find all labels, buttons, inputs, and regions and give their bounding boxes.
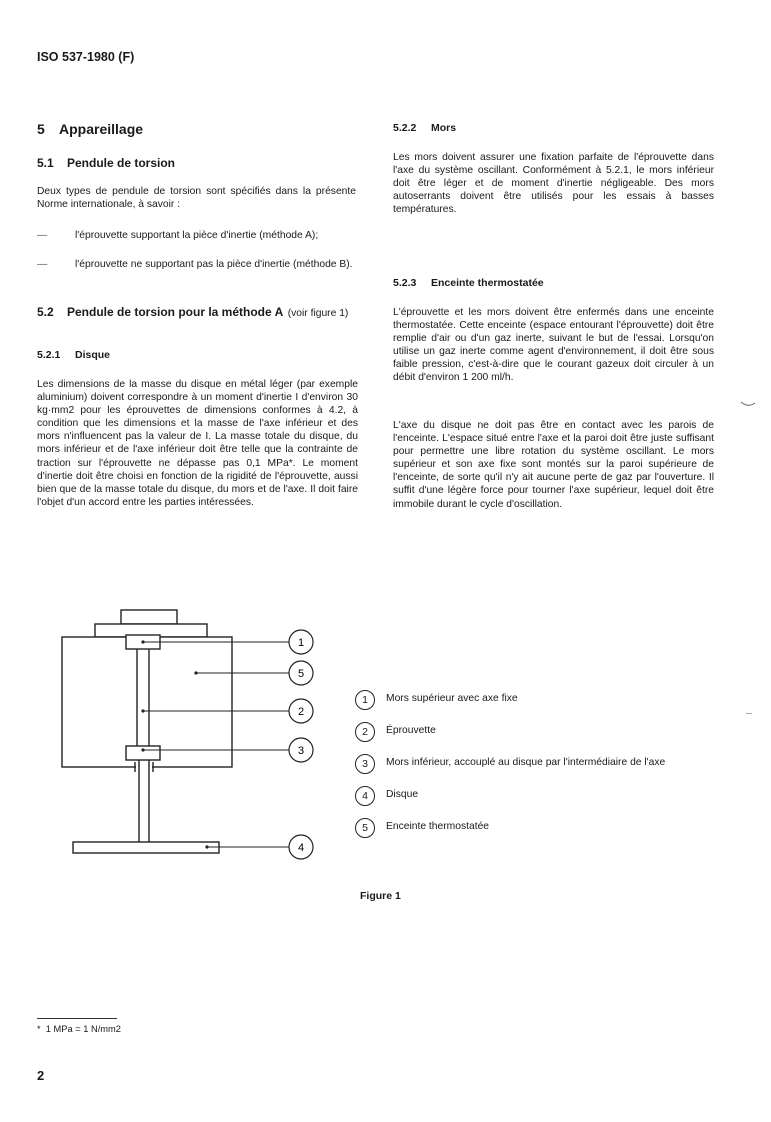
- legend-text: Enceinte thermostatée: [386, 821, 490, 832]
- callout-number: 2: [297, 706, 305, 718]
- section-number: 5.2.1: [37, 349, 61, 361]
- section-title: Enceinte thermostatée: [431, 277, 544, 289]
- section-number: 5: [37, 121, 45, 137]
- pendulum-diagram: [40, 600, 340, 870]
- page-number: 2: [37, 1068, 45, 1083]
- document-id: ISO 537-1980 (F): [37, 50, 135, 64]
- lower-clamp: [126, 746, 160, 760]
- callout-4: [289, 835, 313, 859]
- dash-marker: —: [37, 230, 48, 241]
- inertia-disk: [73, 842, 219, 853]
- callout-number: 1: [297, 637, 305, 649]
- section-number: 5.2.3: [393, 277, 417, 289]
- callout-number: 4: [297, 842, 305, 854]
- figure-caption: Figure 1: [360, 890, 401, 902]
- section-5-2-2-heading: [393, 122, 456, 134]
- section-5-2-heading: [37, 304, 356, 321]
- legend-number: 2: [355, 722, 375, 742]
- callout-3: [289, 738, 313, 762]
- legend-text: Disque: [386, 789, 419, 800]
- top-cap: [121, 610, 177, 624]
- section-title: Mors: [431, 122, 457, 134]
- legend-number: 1: [355, 690, 375, 710]
- legend-text: Éprouvette: [386, 725, 436, 736]
- section-5-1-heading: [37, 156, 175, 170]
- list-item-text: l'éprouvette supportant la pièce d'inertie (méthode A);: [75, 230, 319, 241]
- callout-number: 5: [297, 668, 305, 680]
- section-5-heading: [37, 121, 143, 137]
- list-item: [37, 258, 356, 271]
- section-5-2-1-body: Les dimensions de la masse du disque en métal léger (par exemple aluminium) doivent correspondre à un moment d'inertie I d'environ 30 kg·mm2 pour les éprouvettes de dimensions conformes à 4.2, à condition que les dimensions et la masse de l'axe inférieur et des mors n'influencent pas la valeur de I. La masse totale du disque, du mors inférieur et de l'axe inférieur doit être telle que la contrainte de traction sur l'éprouvette ne dépasse pas 0,1 MPa*. Le moment d'inertie doit être choisi en fonction de la rigidité de l'éprouvette, aussi bien que de la masse totale du disque, du mors et de l'axe. Il doit faire l'objet d'un accord entre les parties intéressées.: [37, 379, 358, 508]
- section-title: Appareillage: [59, 121, 144, 137]
- section-number: 5.1: [37, 156, 54, 170]
- dash-marker: —: [37, 259, 48, 270]
- section-title: Disque: [75, 349, 111, 361]
- section-number: 5.2.2: [393, 122, 417, 134]
- list-item: [37, 229, 356, 242]
- section-5-2-3-body-2: L'axe du disque ne doit pas être en contact avec les parois de l'enceinte. L'espace situé entre l'axe et la paroi doit être juste suffisant pour permettre une libre rotation du système oscillant. Le mors supérieur et son axe fixe sont montés sur la paroi supérieure de l'enceinte, de sorte qu'il n'y ait aucune perte de gaz par l'ouverture. Il suffit d'une légère force pour tourner l'axe supérieur, lequel doit être immobile durant le cycle d'oscillation.: [393, 420, 714, 510]
- legend-number: 5: [355, 818, 375, 838]
- callout-2: [289, 699, 313, 723]
- scan-mark: [746, 713, 752, 714]
- section-5-2-3-body-1: L'éprouvette et les mors doivent être enfermés dans une enceinte thermostatée. Cette enceinte (espace entourant l'éprouvette) doit être remplie d'air ou d'un gaz inerte, suivant le but de l'essai. Lorsqu'on utilise un gaz inerte comme agent d'environnement, il doit être sous faible pression, c'est-à-dire que le courant gazeux doit circuler à un débit d'environ 1 200 ml/h.: [393, 307, 714, 384]
- callout-5: [289, 661, 313, 685]
- legend-number: 3: [355, 754, 375, 774]
- legend-text: Mors supérieur avec axe fixe: [386, 693, 518, 704]
- section-5-2-3-heading: [393, 277, 544, 289]
- legend-number: 4: [355, 786, 375, 806]
- scan-mark: [740, 400, 756, 411]
- figure-reference: (voir figure 1): [287, 308, 349, 319]
- footnote-rule: [37, 1018, 117, 1019]
- section-number: 5.2: [37, 305, 54, 319]
- margin-mark-icon: [740, 400, 756, 408]
- footnote-marker: *: [37, 1024, 41, 1034]
- legend-text: Mors inférieur, accouplé au disque par l'intermédiaire de l'axe: [386, 757, 666, 768]
- footnote: [37, 1024, 121, 1034]
- footnote-text: 1 MPa = 1 N/mm2: [45, 1024, 121, 1034]
- section-5-2-1-heading: [37, 349, 110, 361]
- callout-1: [289, 630, 313, 654]
- section-5-1-intro: Deux types de pendule de torsion sont spécifiés dans la présente Norme internationale, à savoir :: [37, 186, 356, 211]
- list-item-text: l'éprouvette ne supportant pas la pièce d'inertie (méthode B).: [75, 259, 353, 270]
- section-title: Pendule de torsion pour la méthode A: [67, 305, 284, 319]
- callout-number: 3: [297, 745, 305, 757]
- section-title: Pendule de torsion: [67, 156, 176, 170]
- section-5-2-2-body: Les mors doivent assurer une fixation parfaite de l'éprouvette dans l'axe du système oscillant. Conformément à 5.2.1, le mors inférieur doit être léger et de moment d'inertie négligeable. Des mors autoserrants doivent être utilisés pour les essais à basses températures.: [393, 152, 714, 216]
